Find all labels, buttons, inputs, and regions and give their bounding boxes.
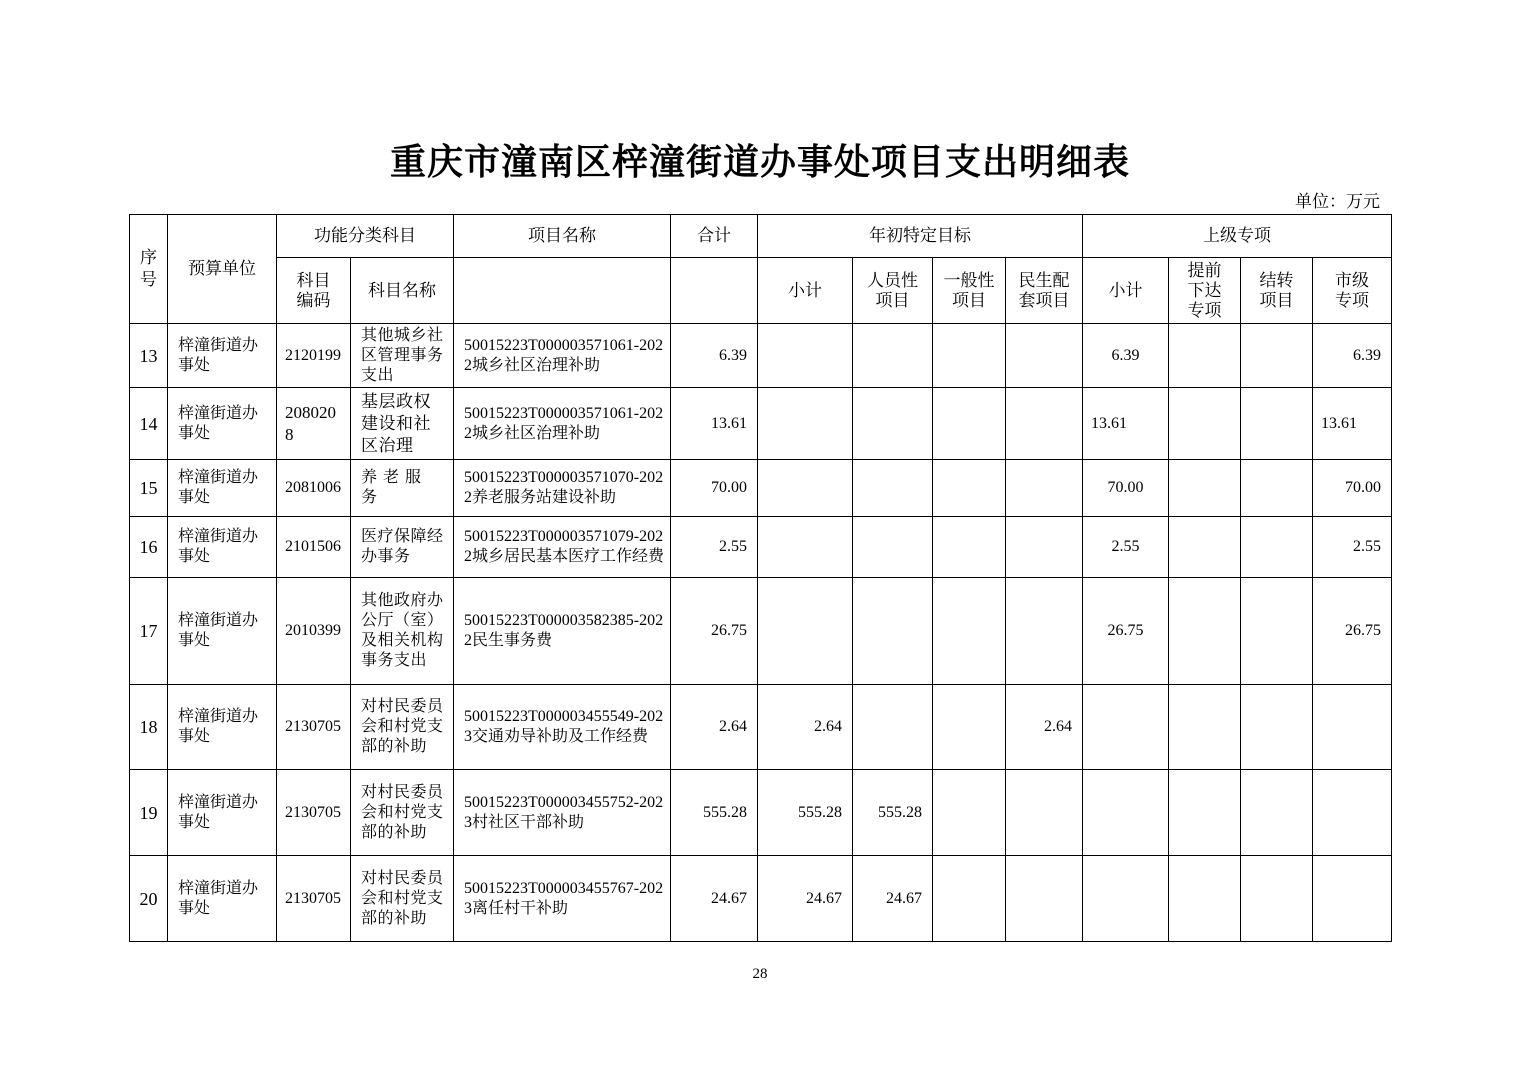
- table-row: [130, 324, 1392, 388]
- cell-code: 2130705: [277, 856, 351, 942]
- table-row: [130, 685, 1392, 770]
- cell-sup-subtotal: 6.39: [1083, 324, 1169, 388]
- cell-city: 26.75: [1313, 578, 1392, 685]
- cell-code: 2081006: [277, 460, 351, 517]
- cell-project: 50015223T000003455549-2023交通劝导补助及工作经费: [454, 685, 671, 770]
- cell-seq: 20: [130, 856, 168, 942]
- table-row: [130, 578, 1392, 685]
- header-budget-unit: 预算单位: [168, 215, 277, 324]
- cell-seq: 14: [130, 388, 168, 460]
- cell-total: 70.00: [671, 460, 758, 517]
- cell-annual-subtotal: 555.28: [758, 770, 853, 856]
- cell-total: 2.55: [671, 517, 758, 578]
- cell-seq: 18: [130, 685, 168, 770]
- cell-livelihood: [1006, 460, 1083, 517]
- header-sup-subtotal: 小计: [1083, 258, 1169, 324]
- cell-subject: 基层政权建设和社区治理: [351, 388, 454, 460]
- cell-sup-subtotal: [1083, 856, 1169, 942]
- header-advance: 提前下达专项: [1169, 258, 1241, 324]
- cell-advance: [1169, 517, 1241, 578]
- cell-unit: 梓潼街道办事处: [168, 685, 277, 770]
- cell-carryover: [1241, 685, 1313, 770]
- header-annual-target: 年初特定目标: [758, 215, 1083, 258]
- cell-sup-subtotal: [1083, 685, 1169, 770]
- cell-advance: [1169, 324, 1241, 388]
- cell-subject: 其他政府办公厅（室）及相关机构事务支出: [351, 578, 454, 685]
- cell-livelihood: [1006, 388, 1083, 460]
- cell-subject: 其他城乡社区管理事务支出: [351, 324, 454, 388]
- table-row: [130, 460, 1392, 517]
- cell-total: 6.39: [671, 324, 758, 388]
- cell-personnel: 24.67: [853, 856, 933, 942]
- cell-sup-subtotal: 2.55: [1083, 517, 1169, 578]
- cell-livelihood: 2.64: [1006, 685, 1083, 770]
- cell-code: 2080208: [277, 388, 351, 460]
- table-row: [130, 388, 1392, 460]
- cell-code: 2010399: [277, 578, 351, 685]
- cell-personnel: [853, 685, 933, 770]
- cell-subject: 医疗保障经办事务: [351, 517, 454, 578]
- header-subject-code: 科目编码: [277, 258, 351, 324]
- header-superior: 上级专项: [1083, 215, 1392, 258]
- cell-city: 70.00: [1313, 460, 1392, 517]
- table-row: [130, 517, 1392, 578]
- cell-project: 50015223T000003571070-2022养老服务站建设补助: [454, 460, 671, 517]
- cell-personnel: [853, 324, 933, 388]
- cell-project: 50015223T000003571079-2022城乡居民基本医疗工作经费: [454, 517, 671, 578]
- cell-code: 2101506: [277, 517, 351, 578]
- cell-carryover: [1241, 460, 1313, 517]
- cell-subject: 对村民委员会和村党支部的补助: [351, 856, 454, 942]
- cell-total: 24.67: [671, 856, 758, 942]
- cell-personnel: [853, 578, 933, 685]
- cell-total: 2.64: [671, 685, 758, 770]
- cell-subject: 养老服务: [351, 460, 454, 517]
- cell-code: 2130705: [277, 770, 351, 856]
- cell-sup-subtotal: 70.00: [1083, 460, 1169, 517]
- cell-advance: [1169, 770, 1241, 856]
- cell-general: [933, 770, 1006, 856]
- cell-annual-subtotal: 2.64: [758, 685, 853, 770]
- header-livelihood: 民生配套项目: [1006, 258, 1083, 324]
- cell-project: 50015223T000003582385-2022民生事务费: [454, 578, 671, 685]
- cell-project: 50015223T000003571061-2022城乡社区治理补助: [454, 324, 671, 388]
- cell-personnel: [853, 460, 933, 517]
- cell-advance: [1169, 685, 1241, 770]
- cell-advance: [1169, 578, 1241, 685]
- cell-total: 13.61: [671, 388, 758, 460]
- cell-personnel: 555.28: [853, 770, 933, 856]
- table-row: [130, 770, 1392, 856]
- header-city: 市级专项: [1313, 258, 1392, 324]
- cell-unit: 梓潼街道办事处: [168, 578, 277, 685]
- cell-personnel: [853, 388, 933, 460]
- unit-label: 单位：万元: [1295, 192, 1380, 211]
- cell-sup-subtotal: [1083, 770, 1169, 856]
- page-title: 重庆市潼南区梓潼街道办事处项目支出明细表: [389, 142, 1130, 183]
- cell-advance: [1169, 856, 1241, 942]
- cell-carryover: [1241, 770, 1313, 856]
- cell-livelihood: [1006, 856, 1083, 942]
- cell-general: [933, 460, 1006, 517]
- cell-livelihood: [1006, 517, 1083, 578]
- cell-project: 50015223T000003571061-2022城乡社区治理补助: [454, 388, 671, 460]
- cell-annual-subtotal: [758, 388, 853, 460]
- cell-subject: 对村民委员会和村党支部的补助: [351, 770, 454, 856]
- cell-city: [1313, 856, 1392, 942]
- header-seq: 序号: [130, 215, 168, 324]
- cell-subject: 对村民委员会和村党支部的补助: [351, 685, 454, 770]
- header-carryover: 结转项目: [1241, 258, 1313, 324]
- header-personnel: 人员性项目: [853, 258, 933, 324]
- cell-project: 50015223T000003455767-2023离任村干补助: [454, 856, 671, 942]
- cell-carryover: [1241, 578, 1313, 685]
- cell-total: 555.28: [671, 770, 758, 856]
- cell-annual-subtotal: [758, 324, 853, 388]
- cell-advance: [1169, 388, 1241, 460]
- cell-code: 2120199: [277, 324, 351, 388]
- cell-general: [933, 517, 1006, 578]
- header-project-name: 项目名称: [454, 215, 671, 258]
- cell-seq: 17: [130, 578, 168, 685]
- cell-carryover: [1241, 517, 1313, 578]
- cell-general: [933, 388, 1006, 460]
- cell-annual-subtotal: 24.67: [758, 856, 853, 942]
- header-total-blank: [671, 258, 758, 324]
- cell-seq: 15: [130, 460, 168, 517]
- cell-code: 2130705: [277, 685, 351, 770]
- cell-advance: [1169, 460, 1241, 517]
- cell-sup-subtotal: 26.75: [1083, 578, 1169, 685]
- cell-city: 2.55: [1313, 517, 1392, 578]
- cell-livelihood: [1006, 324, 1083, 388]
- cell-unit: 梓潼街道办事处: [168, 770, 277, 856]
- cell-carryover: [1241, 856, 1313, 942]
- cell-unit: 梓潼街道办事处: [168, 517, 277, 578]
- cell-seq: 19: [130, 770, 168, 856]
- cell-annual-subtotal: [758, 517, 853, 578]
- cell-unit: 梓潼街道办事处: [168, 324, 277, 388]
- header-subject-name: 科目名称: [351, 258, 454, 324]
- cell-project: 50015223T000003455752-2023村社区干部补助: [454, 770, 671, 856]
- cell-annual-subtotal: [758, 460, 853, 517]
- project-expenditure-table: [129, 214, 1392, 942]
- cell-livelihood: [1006, 770, 1083, 856]
- cell-city: [1313, 685, 1392, 770]
- cell-seq: 16: [130, 517, 168, 578]
- cell-unit: 梓潼街道办事处: [168, 388, 277, 460]
- cell-carryover: [1241, 388, 1313, 460]
- header-annual-subtotal: 小计: [758, 258, 853, 324]
- cell-unit: 梓潼街道办事处: [168, 460, 277, 517]
- cell-unit: 梓潼街道办事处: [168, 856, 277, 942]
- cell-general: [933, 685, 1006, 770]
- header-project-name-blank: [454, 258, 671, 324]
- header-func-class: 功能分类科目: [277, 215, 454, 258]
- header-general: 一般性项目: [933, 258, 1006, 324]
- cell-annual-subtotal: [758, 578, 853, 685]
- cell-general: [933, 578, 1006, 685]
- cell-general: [933, 856, 1006, 942]
- cell-livelihood: [1006, 578, 1083, 685]
- cell-city: [1313, 770, 1392, 856]
- cell-seq: 13: [130, 324, 168, 388]
- cell-total: 26.75: [671, 578, 758, 685]
- cell-general: [933, 324, 1006, 388]
- cell-city: 13.61: [1313, 388, 1392, 460]
- cell-personnel: [853, 517, 933, 578]
- page-number: 28: [752, 966, 768, 982]
- cell-carryover: [1241, 324, 1313, 388]
- cell-sup-subtotal: 13.61: [1083, 388, 1169, 460]
- header-total: 合计: [671, 215, 758, 258]
- table-row: [130, 856, 1392, 942]
- cell-city: 6.39: [1313, 324, 1392, 388]
